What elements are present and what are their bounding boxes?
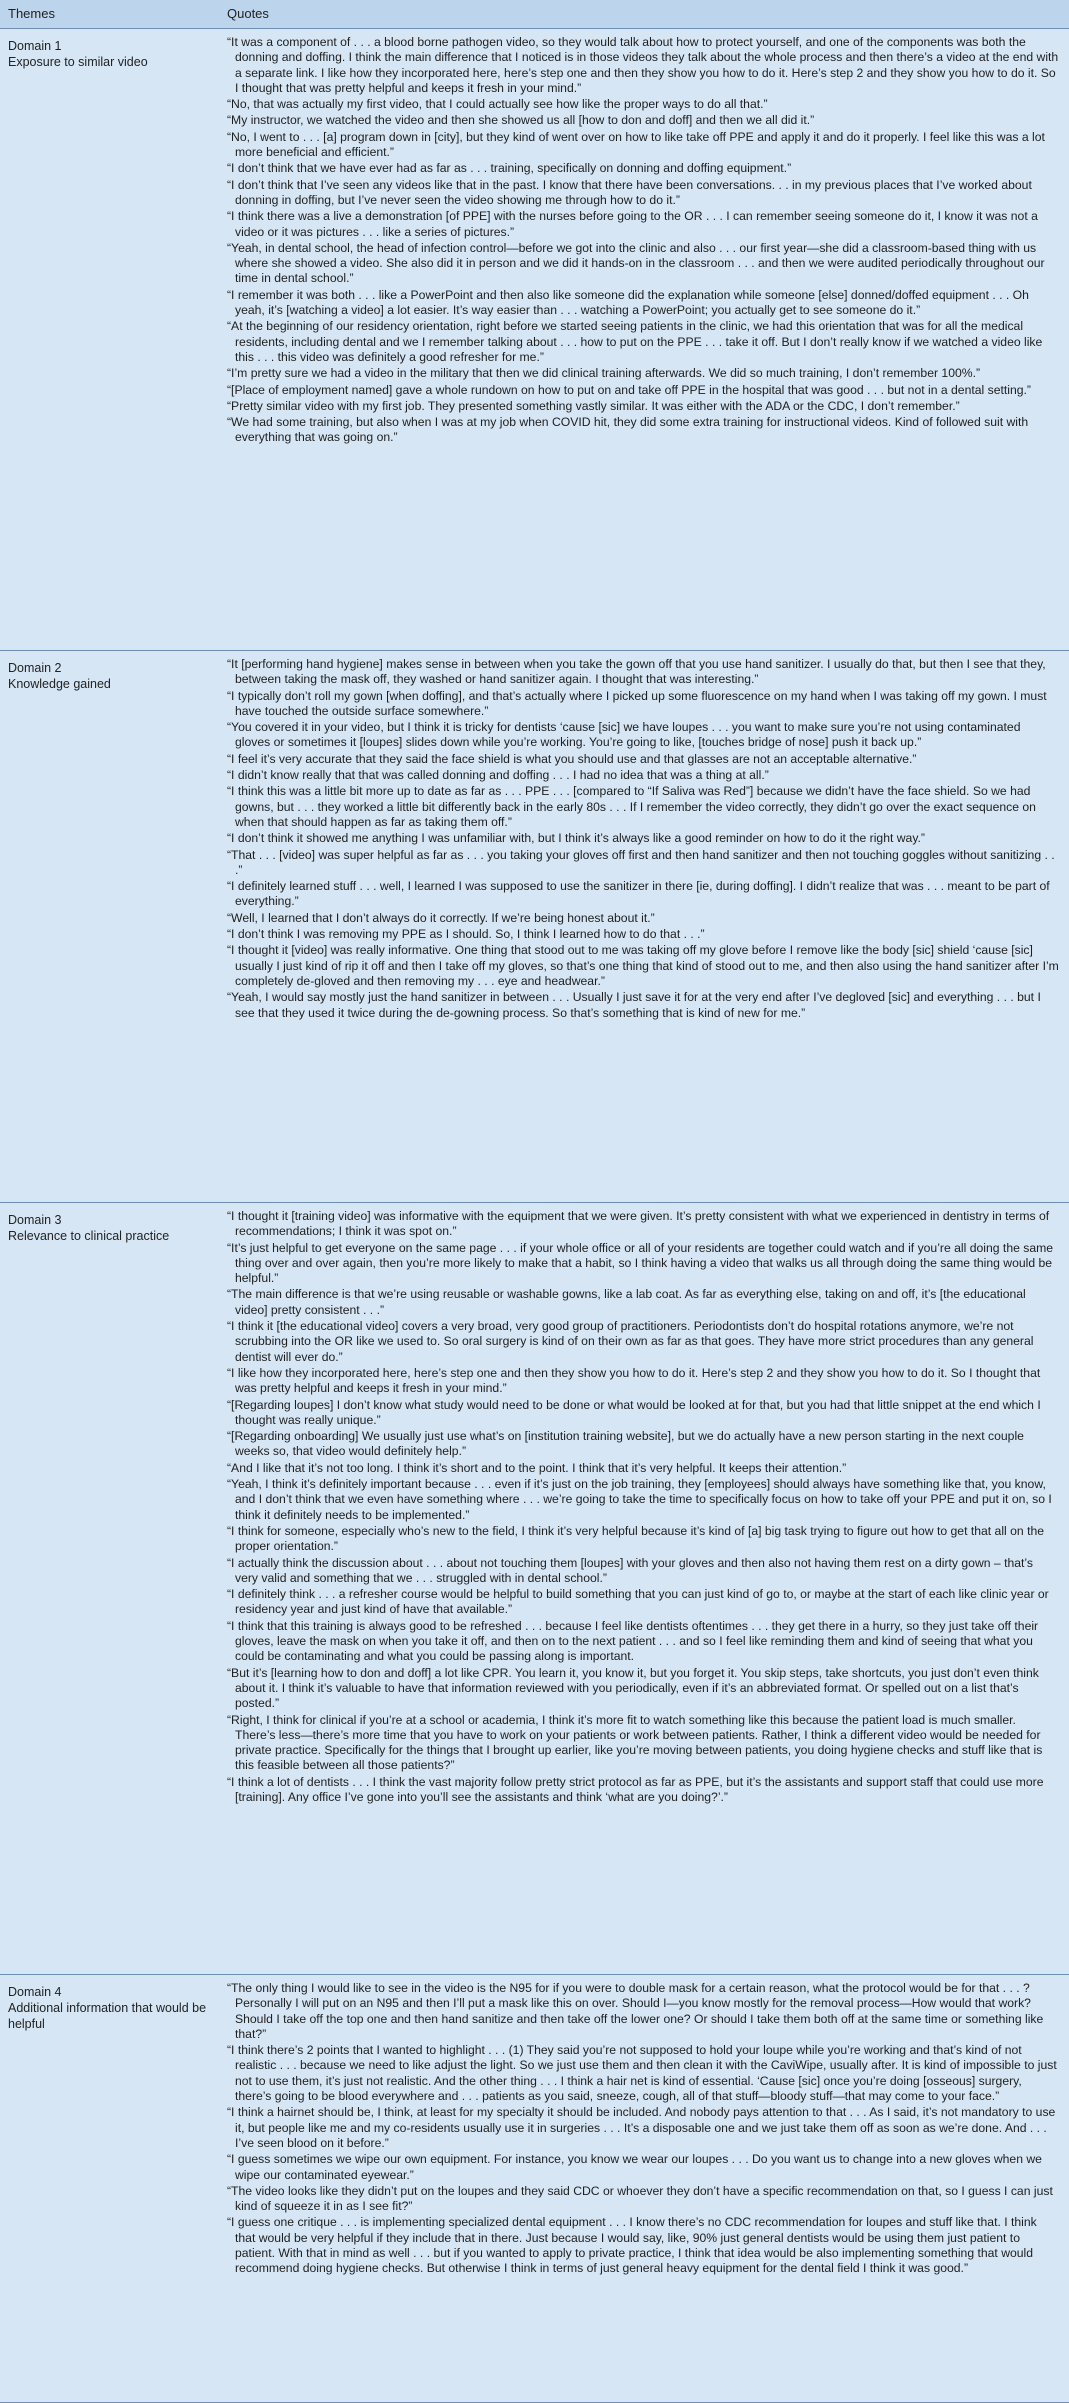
quote-text: “I typically don’t roll my gown [when doffing], and that’s actually where I picked up some fluorescence on my hand when I was taking off my gown. I must have touched the outside surface somewhere.” bbox=[227, 688, 1047, 718]
quote-text: “It’s just helpful to get everyone on the same page . . . if your whole office or all of your residents are together could watch and if you’re all doing the same thing over and over again, then you’re more likely to make that a habit, so I think having a video that walks us all through doing the same thing would be helpful.” bbox=[227, 1240, 1054, 1286]
quote-text: “At the beginning of our residency orientation, right before we started seeing patients in the clinic, we had this orientation that was for all the medical residents, including dental and we I remember talking about . . . how to put on the PPE . . . take it off. But I don’t really know if we watched a video like this . . . this video was definitely a good refresher for me.” bbox=[227, 319, 1043, 364]
quote-text: “It [performing hand hygiene] makes sense in between when you take the gown off that you use hand sanitizer. I usually do that, but then I see that they, between taking the mask off, they washed or hand sanitizer again. I thought that was interesting.” bbox=[227, 657, 1046, 687]
quote-text: “I remember it was both . . . like a PowerPoint and then also like someone did the explanation while someone [else] donned/doffed equipment . . . Oh yeah, it’s [watching a video] a lot easier. It’s way easier than . . . watching a PowerPoint; you actually get to see someone do it.” bbox=[227, 287, 1029, 318]
quote-text: “I think it [the educational video] covers a very broad, very good group of practitioners. Periodontists don’t do hospital rotations anymore, we’re not scrubbing into the OR like we used to. So oral surgery is kind of on their own as far as that goes. They have more strict procedures than any general dentist will ever do.” bbox=[227, 1319, 1034, 1364]
quote-text: “I like how they incorporated here, here’s step one and then they show you how to do it. Here’s step 2 and they show you how to do it. So I thought that was pretty helpful and keeps it fresh in your mind.” bbox=[227, 1365, 1041, 1396]
quote-text: “I guess sometimes we wipe our own equipment. For instance, you know we wear our loupes . . . Do you want us to change into a new gloves when we wipe our contaminated eyewear.” bbox=[227, 2152, 1042, 2182]
theme-cell bbox=[0, 1203, 219, 1974]
domain-section bbox=[0, 651, 1069, 1203]
quote-text: “The main difference is that we’re using reusable or washable gowns, like a lab coat. As far as everything else, taking on and off, it’s [the educational video] pretty consistent . . .” bbox=[227, 1287, 1026, 1317]
quote-text: “My instructor, we watched the video and then she showed us all [how to don and doff] and then we all did it.” bbox=[227, 113, 815, 128]
quote-text: “I think a hairnet should be, I think, at least for my specialty it should be included. And nobody pays attention to that . . . As I said, it’s not mandatory to use it, but people like me and my co-residents usually use it in surgeries . . . It’s a disposable one and we just take them off as soon as we’re done. And . . . I’ve seen blood on it before.” bbox=[227, 2105, 1056, 2150]
domain-section bbox=[0, 1975, 1069, 2403]
quote-text: “Yeah, I would say mostly just the hand sanitizer in between . . . Usually I just save it for at the very end after I’ve degloved [sic] and everything . . . but I see that they used it twice during the de-gowning process. So that’s something that is kind of new for me.” bbox=[227, 990, 1041, 1020]
quote-text: “I don’t think it showed me anything I was unfamiliar with, but I think it’s always like a good reminder on how to do it the right way.” bbox=[227, 831, 925, 846]
quote-text: “[Place of employment named] gave a whole rundown on how to put on and take off PPE in the hospital that was good . . . but not in a dental setting.” bbox=[227, 382, 1031, 397]
quote-text: “I thought it [video] was really informative. One thing that stood out to me was taking off my glove before I remove like the body [sic] shield ‘cause [sic] usually I just kind of rip it off and then I take off my gloves, so that’s one thing that kind of stood out to me, and then also using the hand sanitizer after I’m completely de-gloved and then removing my . . . eye and headwear.” bbox=[227, 943, 1059, 988]
theme-cell bbox=[0, 1975, 219, 2402]
quote-text: “I think there was a live a demonstration [of PPE] with the nurses before going to the OR . . . I can remember seeing someone do it, I know it was not a video or it was pictures . . . like a series of pictures.” bbox=[227, 209, 1038, 239]
table-body bbox=[0, 29, 1069, 2403]
quote-text: “That . . . [video] was super helpful as far as . . . you taking your gloves off first and then hand sanitizer and then not touching goggles without sanitizing . . .” bbox=[227, 847, 1055, 877]
quotes-cell bbox=[219, 1203, 1069, 1974]
quote-text: “I thought it [training video] was informative with the equipment that we were given. It’s pretty consistent with what we experienced in dentistry in terms of recommendations; I think it was spot on.” bbox=[227, 1209, 1050, 1239]
quote-text: “You covered it in your video, but I think it is tricky for dentists ‘cause [sic] we have loupes . . . you want to make sure you’re not using contaminated gloves or sometimes it [loupes] slides down while you’re working. You’re going to like, [touches bridge of nose] push it back up.” bbox=[227, 720, 1021, 750]
quote-text: “No, that was actually my first video, that I could actually see how like the proper ways to do all that.” bbox=[227, 97, 768, 112]
quotes-cell bbox=[219, 29, 1069, 650]
quote-text: “Right, I think for clinical if you’re at a school or academia, I think it’s more fit to watch something like this because the patient load is much smaller. There’s less—there’s more time that you have to work on your patients or work between patients. Rather, I think a different video would be needed for private practice. Specifically for the things that I brought up earlier, like you’re moving between patients, you doing hygiene checks and stuff like that is this feasible between all those patients?” bbox=[227, 1712, 1043, 1773]
domain-name: Exposure to similar video bbox=[8, 55, 148, 69]
quote-text: “I actually think the discussion about . . . about not touching them [loupes] with your gloves and then also not having them rest on a dirty gown – that’s very valid and something that we . . . struggled with in dental school.” bbox=[227, 1555, 1033, 1585]
domain-section bbox=[0, 29, 1069, 651]
domain-name: Relevance to clinical practice bbox=[8, 1229, 170, 1243]
domain-label: Domain 4 bbox=[8, 1985, 62, 1999]
theme-cell bbox=[0, 651, 219, 1202]
quote-text: “[Regarding loupes] I don’t know what study would need to be done or what would be looked at for that, but you had that little snippet at the end which I thought was really unique.” bbox=[227, 1397, 1041, 1427]
quote-text: “I think a lot of dentists . . . I think the vast majority follow pretty strict protocol as far as PPE, but it’s the assistants and support staff that could use more [training]. Any office I’ve gone into you’ll see the assistants and think ‘what are you doing?’.” bbox=[227, 1774, 1044, 1804]
quote-text: “The video looks like they didn’t put on the loupes and they said CDC or whoever they don’t have a specific recommendation on that, so I guess I can just kind of squeeze it in as I see fit?” bbox=[227, 2183, 1053, 2214]
quote-text: “I think this was a little bit more up to date as far as . . . PPE . . . [compared to “If Saliva was Red”] because we didn’t have the face shield. So we had gowns, but . . . they worked a little bit differently back in the early 80s . . . If I remember the video correctly, they didn’t go over the exact sequence on when that should happen as far as taking them off.” bbox=[227, 784, 1036, 829]
domain-name: Knowledge gained bbox=[8, 677, 111, 691]
quote-text: “It was a component of . . . a blood borne pathogen video, so they would talk about how to protect yourself, and one of the components was both the donning and doffing. I think the main difference that I noticed is in those videos they talk about the whole process and then there’s a video at the end with a separate link. I like how they incorporated here, here’s step one and then they show you how to do it. Here’s step 2 and they show you how to do it. So I thought that was pretty helpful and keeps it fresh in your mind.” bbox=[227, 35, 1059, 95]
quote-text: “Yeah, in dental school, the head of infection control—before we got into the clinic and also . . . our first year—she did a classroom-based thing with us where she showed a video. She also did it in person and we did it hands-on in the classroom . . . and then we were audited periodically throughout our time in dental school.” bbox=[227, 240, 1045, 286]
theme-cell bbox=[0, 29, 219, 650]
quote-text: “But it’s [learning how to don and doff] a lot like CPR. You learn it, you know it, but you forget it. You skip steps, take shortcuts, you just don’t even think about it. I think it’s valuable to have that information reviewed with you periodically, even if it’s an abbreviated format. Or spelled out on a list that’s posted.” bbox=[227, 1665, 1039, 1711]
quote-text: “And I like that it’s not too long. I think it’s short and to the point. I think that it’s very helpful. It keeps their attention.” bbox=[227, 1460, 847, 1475]
quote-text: “The only thing I would like to see in the video is the N95 for if you were to double mask for a certain reason, what the protocol would be for that . . . ? Personally I will put on an N95 and then I’ll put a mask like this on over. Should I—you know mostly for the removal process—How would that work? Should I take off the top one and then hand sanitize and then take off the lower one? Or should I take them both off at the same time or something like that?” bbox=[227, 1981, 1044, 2041]
domain-label: Domain 1 bbox=[8, 39, 62, 53]
quote-text: “I think for someone, especially who’s new to the field, I think it’s very helpful because it’s kind of [a] big task trying to figure out how to get that all on the proper orientation.” bbox=[227, 1523, 1045, 1554]
quote-text: “I think there’s 2 points that I wanted to highlight . . . (1) They said you’re not supposed to hold your loupe while you’re working and that’s kind of not realistic . . . because we need to like adjust the light. So we just use them and then clean it with the CaviWipe, usually after. It is kind of impossible to just not to use them, it’s just not realistic. And the other thing . . . I think a hair net is kind of essential. ‘Cause [sic] once you’re doing [osseous] surgery, there’s going to be blood everywhere and . . . patients as you said, sneeze, cough, all of that stuff—bloody stuff—that may come to your face.” bbox=[227, 2043, 1057, 2104]
domain-label: Domain 2 bbox=[8, 661, 62, 675]
quote-text: “No, I went to . . . [a] program down in [city], but they kind of went over on how to like take off PPE and apply it and do it properly. I feel like this was a lot more beneficial and efficient.” bbox=[227, 129, 1045, 160]
quote-text: “Pretty similar video with my first job. They presented something vastly similar. It was either with the ADA or the CDC, I don’t remember.” bbox=[227, 398, 960, 413]
domain-name: Additional information that would be helpful bbox=[8, 2001, 207, 2031]
quote-text: “[Regarding onboarding] We usually just use what’s on [institution training website], but we do actually have a new person starting in the next couple weeks so, that video would definitely help.” bbox=[227, 1429, 1024, 1459]
quote-text: “I think that this training is always good to be refreshed . . . because I feel like dentists oftentimes . . . they get there in a hurry, so they just take off their gloves, leave the mask on when you take it off, and then on to the next patient . . . and so I feel like reminding them and kind of seeing that what you could be contaminating and what you could be passing along is important. bbox=[227, 1618, 1039, 1664]
quotes-cell bbox=[219, 651, 1069, 1202]
quote-text: “I don’t think that I’ve seen any videos like that in the past. I know that there have been conversations. . . in my previous places that I’ve worked about donning in doffing, but I’ve never seen the video showing me through how to do it.” bbox=[227, 177, 1032, 207]
quotes-cell bbox=[219, 1975, 1069, 2402]
table-header bbox=[0, 0, 1069, 29]
header-themes: Themes bbox=[8, 6, 55, 21]
quote-text: “Yeah, I think it’s definitely important because . . . even if it’s just on the job training, they [employees] should always have something like that, you know, and I don’t think that we even have something where . . . we’re going to take the time to specifically focus on how to take off your PPE and put it on, so I think it definitely needs to be implemented.” bbox=[227, 1477, 1052, 1522]
quote-text: “I’m pretty sure we had a video in the military that then we did clinical training afterwards. We did so much training, I don’t remember 100%.” bbox=[227, 366, 981, 381]
quote-text: “We had some training, but also when I was at my job when COVID hit, they did some extra training for instructional videos. Kind of followed suit with everything that was going on.” bbox=[227, 415, 1029, 445]
quote-text: “Well, I learned that I don’t always do it correctly. If we’re being honest about it.” bbox=[227, 910, 655, 925]
quote-text: “I definitely think . . . a refresher course would be helpful to build something that you can just kind of go to, or maybe at the start of each like clinic year or residency year and just kind of have that available.” bbox=[227, 1587, 1049, 1617]
quote-text: “I didn’t know really that that was called donning and doffing . . . I had no idea that was a thing at all.” bbox=[227, 768, 769, 783]
domain-section bbox=[0, 1203, 1069, 1975]
domain-label: Domain 3 bbox=[8, 1213, 62, 1227]
quote-text: “I don’t think that we have ever had as far as . . . training, specifically on donning and doffing equipment.” bbox=[227, 161, 792, 176]
quote-text: “I feel it’s very accurate that they said the face shield is what you should use and that glasses are not an acceptable alternative.” bbox=[227, 751, 917, 766]
header-quotes: Quotes bbox=[227, 6, 269, 21]
quote-text: “I don’t think I was removing my PPE as I should. So, I think I learned how to do that . . .” bbox=[227, 927, 705, 942]
quote-text: “I guess one critique . . . is implementing specialized dental equipment . . . I know there’s no CDC recommendation for loupes and stuff like that. I think that would be very helpful if they include that in there. Just because I would say, like, 90% just general dentists would be using them just patient to patient. With that in mind as well . . . but if you wanted to apply to private practice, I think that idea would be also implementing something that would recommend doing hygiene checks. But otherwise I think in terms of just general heavy equipment for the dental field I think it was good.” bbox=[227, 2215, 1037, 2276]
quote-text: “I definitely learned stuff . . . well, I learned I was supposed to use the sanitizer in there [ie, during doffing]. I didn’t realize that was . . . meant to be part of everything.” bbox=[227, 879, 1050, 909]
